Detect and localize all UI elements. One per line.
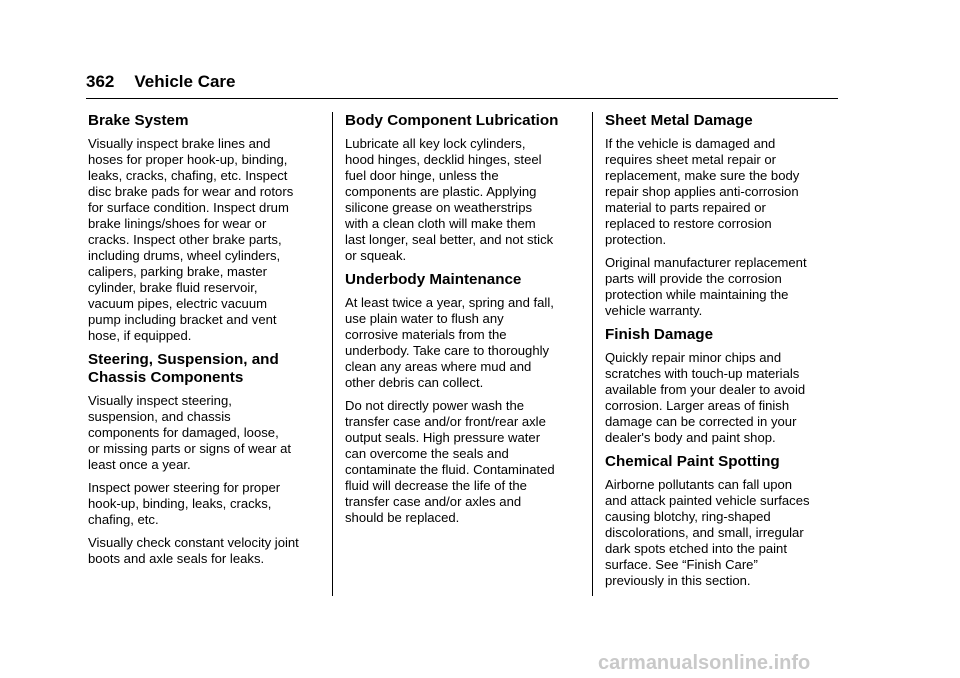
paragraph-steering-2: Inspect power steering for proper hook-up, binding, leaks, cracks, chafing, etc. xyxy=(88,480,281,527)
paragraph-lubrication: Lubricate all key lock cylinders, hood hinges, decklid hinges, steel fuel door hinge, unless the components are plastic. Applying silicone grease on weatherstrips with a clean cloth will make them last longer, seal better, and not stick or squeak. xyxy=(345,136,554,263)
heading-brake-system: Brake System xyxy=(88,112,189,129)
header-rule xyxy=(86,98,838,99)
watermark: carmanualsonline.info xyxy=(598,652,811,674)
heading-sheet-metal: Sheet Metal Damage xyxy=(605,112,753,129)
heading-underbody: Underbody Maintenance xyxy=(345,271,522,288)
paragraph-underbody-1: At least twice a year, spring and fall, use plain water to flush any corrosive materials from the underbody. Take care to thoroughly clean any areas where mud and other debris can collect. xyxy=(345,295,554,390)
page-number: 362 xyxy=(86,72,115,91)
paragraph-finish-damage: Quickly repair minor chips and scratches with touch-up materials available from your dealer to avoid corrosion. Larger areas of finish damage can be corrected in your dealer's body and paint shop. xyxy=(605,350,806,445)
heading-chemical-paint: Chemical Paint Spotting xyxy=(605,453,780,470)
heading-body-lubrication: Body Component Lubrication xyxy=(345,112,559,129)
paragraph-sheet-metal-2: Original manufacturer replacement parts will provide the corrosion protection while maintaining the vehicle warranty. xyxy=(605,255,807,318)
paragraph-steering-3: Visually check constant velocity joint boots and axle seals for leaks. xyxy=(88,535,299,566)
column-divider xyxy=(332,112,333,596)
paragraph-brake-system: Visually inspect brake lines and hoses for proper hook-up, binding, leaks, cracks, chafing, etc. Inspect disc brake pads for wear and rotors for surface condition. Inspect drum brake linings/shoes for wear or cracks. Inspect other brake parts, including drums, wheel cylinders, calipers, parking brake, master cylinder, brake fluid reservoir, vacuum pipes, electric vacuum pump including bracket and vent hose, if equipped. xyxy=(88,136,294,343)
paragraph-chemical-paint: Airborne pollutants can fall upon and attack painted vehicle surfaces causing blotchy, ring-shaped discolorations, and small, irregular dark spots etched into the paint surface. See “Finish Care” previously in this section. xyxy=(605,477,810,588)
heading-steering-suspension: Steering, Suspension, and Chassis Components xyxy=(88,351,279,386)
paragraph-underbody-2: Do not directly power wash the transfer case and/or front/rear axle output seals. High pressure water can overcome the seals and contaminate the fluid. Contaminated fluid will decrease the life of the transfer case and/or axles and should be replaced. xyxy=(345,398,555,525)
paragraph-sheet-metal-1: If the vehicle is damaged and requires sheet metal repair or replacement, make sure the body repair shop applies anti-corrosion material to parts repaired or replaced to restore corrosion protection. xyxy=(605,136,800,247)
heading-finish-damage: Finish Damage xyxy=(605,326,714,343)
column-1 xyxy=(88,104,326,574)
paragraph-steering-1: Visually inspect steering, suspension, and chassis components for damaged, loose, or missing parts or signs of wear at least once a year. xyxy=(88,393,292,472)
column-2 xyxy=(345,104,585,533)
column-3 xyxy=(605,104,840,596)
page-header xyxy=(86,72,236,92)
column-divider xyxy=(592,112,593,596)
page-section-title: Vehicle Care xyxy=(134,72,236,91)
